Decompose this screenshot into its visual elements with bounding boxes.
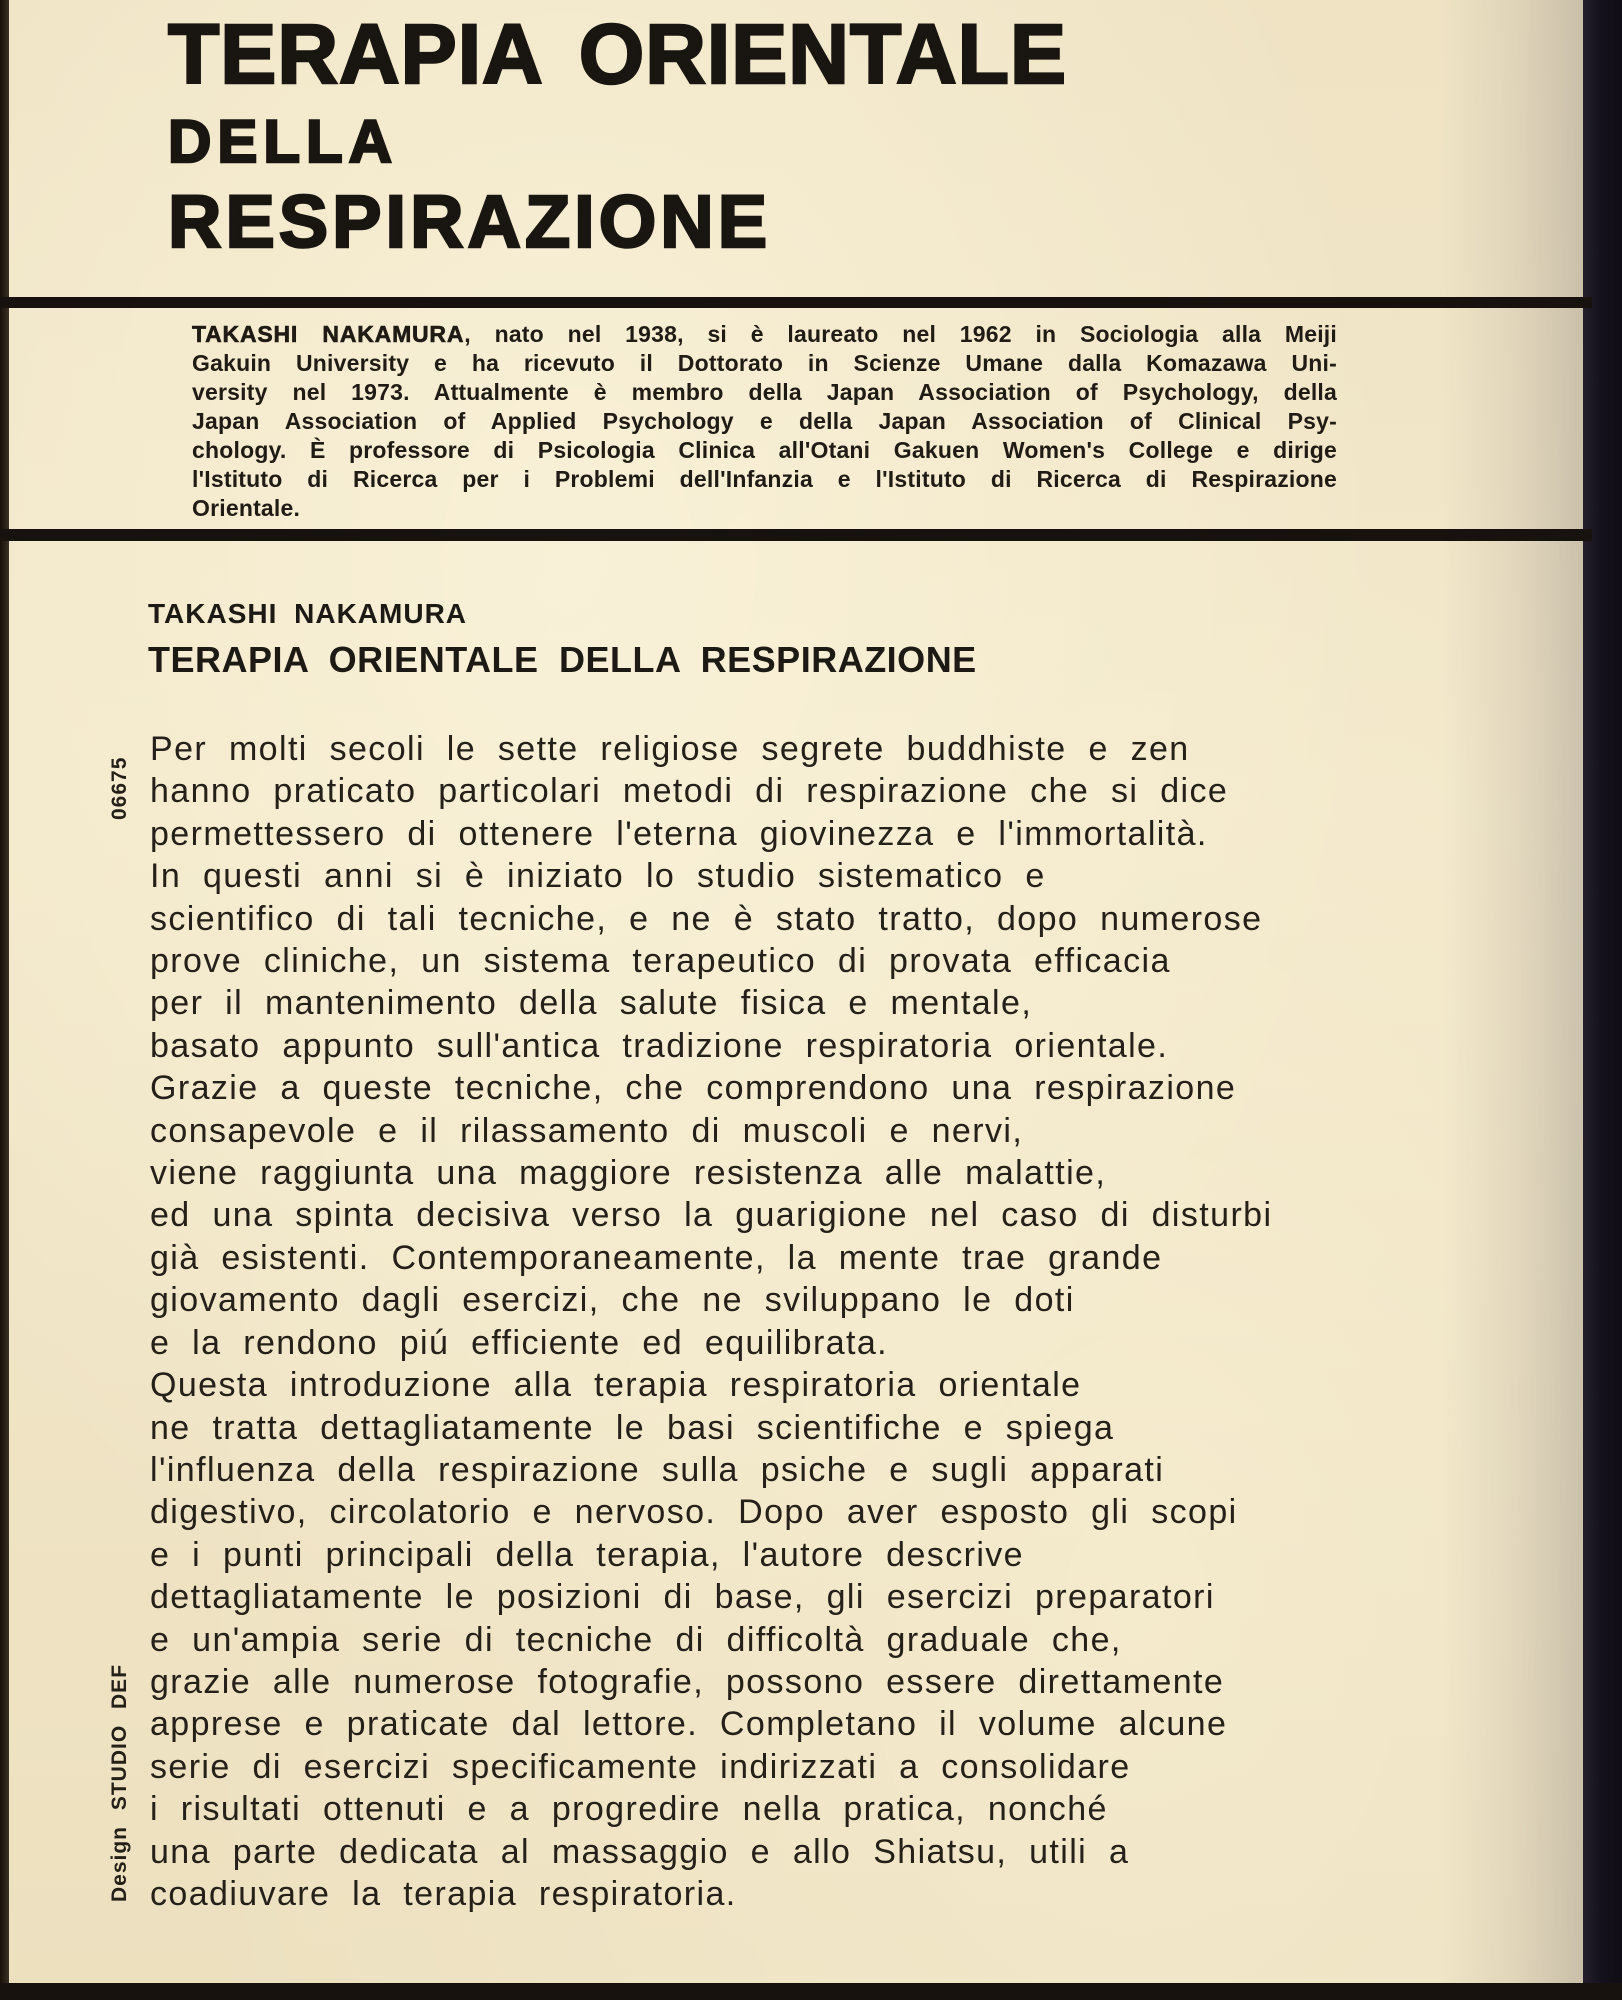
synopsis-line: grazie alle numerose fotografie, possono essere direttamente: [150, 1662, 1225, 1701]
synopsis-line: giovamento dagli esercizi, che ne sviluppano le doti: [150, 1281, 1075, 1320]
synopsis-line: Per molti secoli le sette religiose segrete buddhiste e zen: [150, 730, 1190, 768]
book-title-line-3: RESPIRAZIONE: [168, 180, 772, 263]
author-bio: [192, 320, 1337, 523]
synopsis-line: hanno praticato particolari metodi di respirazione che si dice: [150, 772, 1229, 811]
design-credit-vertical: Design STUDIO DEF: [108, 1663, 131, 1902]
bottom-black-bar: [0, 1983, 1622, 2000]
bio-line: [192, 320, 1337, 349]
book-title-line-1: TERAPIA ORIENTALE: [168, 7, 1068, 101]
synopsis-line: e un'ampia serie di tecniche di difficoltà graduale che,: [150, 1620, 1122, 1659]
synopsis-line: ed una spinta decisiva verso la guarigione nel caso di disturbi: [150, 1196, 1273, 1235]
heading-book-title: TERAPIA ORIENTALE DELLA RESPIRAZIONE: [148, 639, 977, 680]
bio-line: Japan Association of Applied Psychology e della Japan Association of Clinical Psy-: [192, 408, 1337, 434]
synopsis-line: permettessero di ottenere l'eterna giovinezza e l'immortalità.: [150, 814, 1208, 853]
bio-line-last: Orientale.: [192, 495, 301, 521]
bio-line: Gakuin University e ha ricevuto il Dottorato in Scienze Umane dalla Komazawa Uni-: [192, 350, 1337, 376]
synopsis-line: prove cliniche, un sistema terapeutico di provata efficacia: [150, 942, 1171, 981]
section-heading: [148, 598, 977, 681]
book-title-line-2: DELLA: [168, 108, 398, 175]
synopsis-line: serie di esercizi specificamente indirizzati a consolidare: [150, 1747, 1131, 1786]
synopsis-line: una parte dedicata al massaggio e allo Shiatsu, utili a: [150, 1832, 1130, 1871]
synopsis-line: e i punti principali della terapia, l'autore descrive: [150, 1535, 1024, 1574]
bio-line: versity nel 1973. Attualmente è membro della Japan Association of Psychology, della: [192, 379, 1337, 405]
synopsis-line: digestivo, circolatorio e nervoso. Dopo aver esposto gli scopi: [150, 1493, 1238, 1532]
bio-line-text: , nato nel 1938, si è laureato nel 1962 in Sociologia alla Meiji: [464, 321, 1337, 347]
bio-author-name: TAKASHI NAKAMURA: [192, 321, 465, 347]
synopsis-line: per il mantenimento della salute fisica e mentale,: [150, 984, 1033, 1023]
synopsis-line: l'influenza della respirazione sulla psiche e sugli apparati: [150, 1450, 1165, 1489]
bio-line: chology. È professore di Psicologia Clinica all'Otani Gakuen Women's College e dirige: [192, 437, 1337, 463]
synopsis-line: dettagliatamente le posizioni di base, gli esercizi preparatori: [150, 1578, 1215, 1617]
synopsis-line: consapevole e il rilassamento di muscoli e nervi,: [150, 1111, 1024, 1150]
synopsis-line: basato appunto sull'antica tradizione respiratoria orientale.: [150, 1026, 1169, 1065]
synopsis-line: coadiuvare la terapia respiratoria.: [150, 1874, 737, 1913]
synopsis-line: scientifico di tali tecniche, e ne è stato tratto, dopo numerose: [150, 899, 1263, 938]
synopsis-line: già esistenti. Contemporaneamente, la mente trae grande: [150, 1238, 1163, 1277]
synopsis-line: Questa introduzione alla terapia respiratoria orientale: [150, 1366, 1082, 1405]
horizontal-rule-middle: [0, 529, 1592, 541]
bio-line: l'Istituto di Ricerca per i Problemi dell'Infanzia e l'Istituto di Ricerca di Respirazione: [192, 466, 1337, 492]
synopsis-line: apprese e praticate dal lettore. Completano il volume alcune: [150, 1705, 1228, 1744]
synopsis-text: [150, 728, 1490, 1915]
synopsis-line: In questi anni si è iniziato lo studio sistematico e: [150, 857, 1046, 896]
synopsis-line: Grazie a queste tecniche, che comprendono una respirazione: [150, 1069, 1237, 1108]
bio-lines: [192, 349, 1337, 494]
catalog-code-vertical: 06675: [108, 756, 131, 820]
synopsis-line: e la rendono piú efficiente ed equilibrata.: [150, 1323, 889, 1362]
book-title: [168, 7, 1068, 263]
horizontal-rule-top: [0, 297, 1592, 308]
synopsis-line: i risultati ottenuti e a progredire nella pratica, nonché: [150, 1790, 1108, 1829]
synopsis-line: viene raggiunta una maggiore resistenza alle malattie,: [150, 1154, 1107, 1193]
heading-author-name: TAKASHI NAKAMURA: [148, 598, 468, 629]
synopsis-line: ne tratta dettagliatamente le basi scientifiche e spiega: [150, 1408, 1115, 1447]
